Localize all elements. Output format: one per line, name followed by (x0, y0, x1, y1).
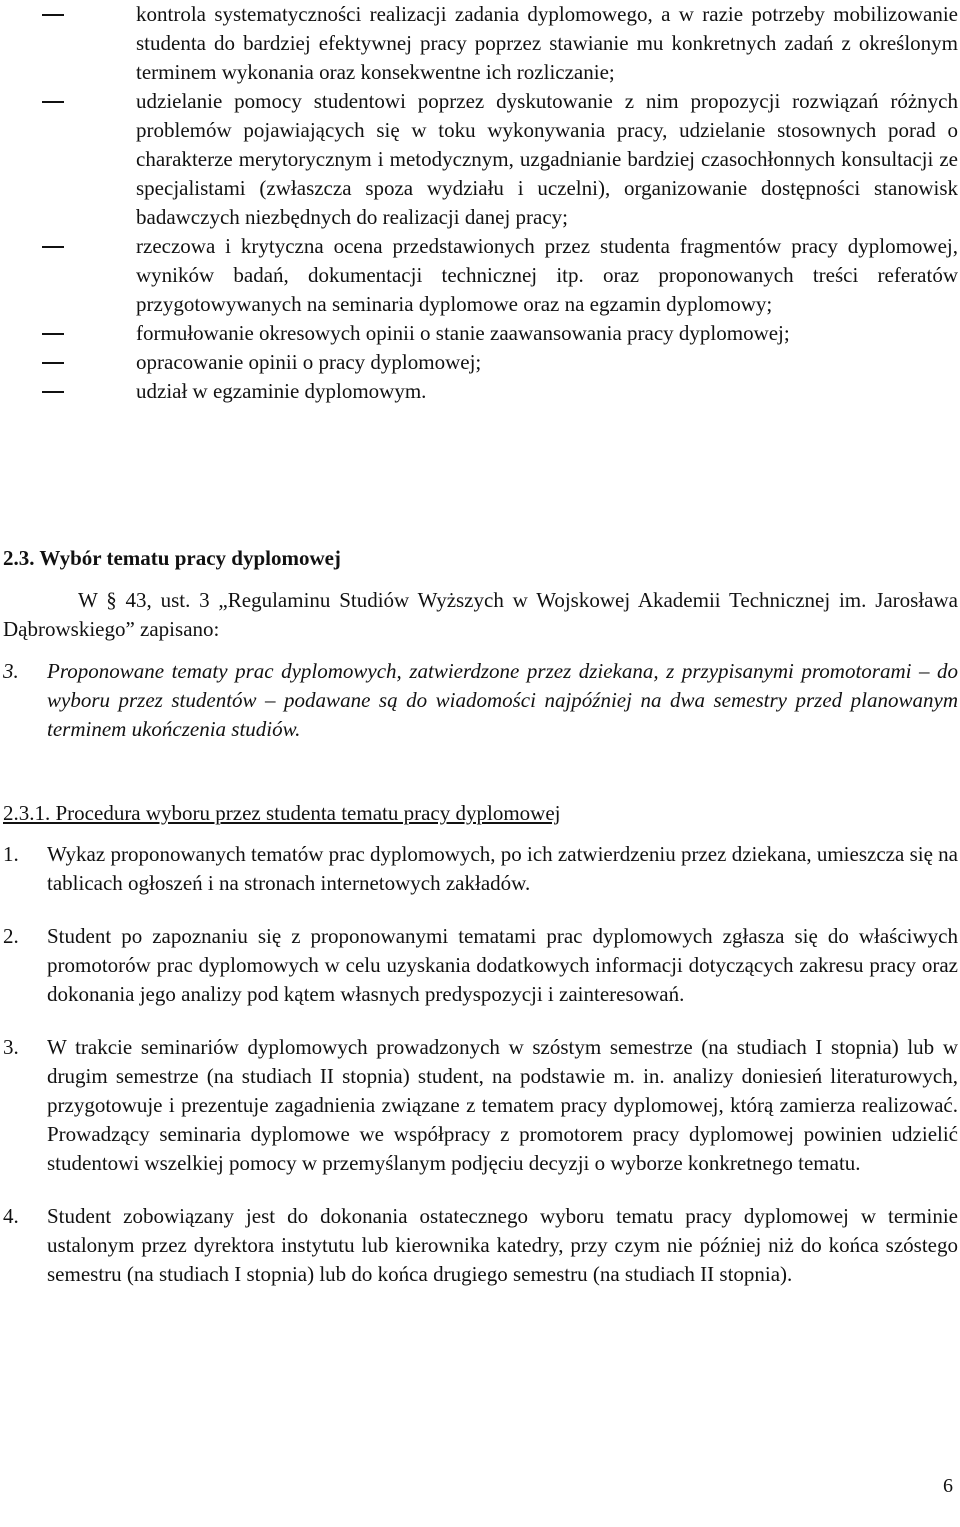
list-item (10, 232, 958, 319)
list-item (10, 87, 958, 232)
dash-list (10, 0, 958, 406)
list-item-text: opracowanie opinii o pracy dyplomowej; (136, 350, 482, 374)
list-item-text: W trakcie seminariów dyplomowych prowadzonych w szóstym semestrze (na studiach I stopnia) lub w drugim semestrze (na studiach II stopnia) student, na podstawie m. in. analizy doniesień literaturowych, przygotowuje i prezentuje zagadnienia związane z tematem pracy dyplomowej, którą zamierza realizować. Prowadzący seminaria dyplomowe we współpracy z promotorem pracy dyplomowej powinien udzielić studentowi wszelkiej pomocy w przemyślanym podjęciu decyzji o wyborze konkretnego tematu. (47, 1035, 958, 1175)
item-number: 3. (3, 1035, 19, 1059)
dash-bullet-icon (42, 391, 64, 393)
quote-text: Proponowane tematy prac dyplomowych, zatwierdzone przez dziekana, z przypisanymi promotorami – do wyboru przez studentów – podawane są do wiadomości najpóźniej na dwa semestry przed planowanym terminem ukończenia studiów. (47, 659, 958, 741)
list-item (3, 1033, 958, 1178)
list-item (3, 1202, 958, 1289)
list-item-text: udzielanie pomocy studentowi poprzez dyskutowanie z nim propozycji rozwiązań różnych problemów pojawiających się w toku wykonywania pracy, udzielanie stosownych porad o charakterze merytorycznym i metodycznym, uzgadnianie bardziej czasochłonnych konsultacji ze specjalistami (zwłaszcza spoza wydziału i uczelni), organizowanie dostępności stanowisk badawczych niezbędnych do realizacji danej pracy; (136, 89, 958, 229)
dash-bullet-icon (42, 14, 64, 16)
list-item (10, 319, 958, 348)
quote-number: 3. (3, 659, 19, 683)
list-item (10, 348, 958, 377)
list-item-text: formułowanie okresowych opinii o stanie zaawansowania pracy dyplomowej; (136, 321, 790, 345)
list-item-text: Student zobowiązany jest do dokonania ostatecznego wyboru tematu pracy dyplomowej w terminie ustalonym przez dyrektora instytutu lub kierownika katedry, przy czym nie później niż do końca szóstego semestru (na studiach I stopnia) lub do końca drugiego semestru (na studiach II stopnia). (47, 1204, 958, 1286)
dash-bullet-icon (42, 362, 64, 364)
list-item-text: kontrola systematyczności realizacji zadania dyplomowego, a w razie potrzeby mobilizowanie studenta do bardziej efektywnej pracy poprzez stawianie mu konkretnych zadań z określonym terminem wykonania oraz konsekwentne ich rozliczanie; (136, 2, 958, 84)
section-heading: 2.3. Wybór tematu pracy dyplomowej (3, 546, 341, 570)
item-number: 4. (3, 1204, 19, 1228)
regulation-quote (3, 657, 958, 744)
list-item-text: udział w egzaminie dyplomowym. (136, 379, 427, 403)
list-item (10, 0, 958, 87)
item-number: 1. (3, 842, 19, 866)
item-number: 2. (3, 924, 19, 948)
list-item-text: Wykaz proponowanych tematów prac dyplomowych, po ich zatwierdzeniu przez dziekana, umieszcza się na tablicach ogłoszeń i na stronach internetowych zakładów. (47, 842, 958, 895)
dash-bullet-icon (42, 246, 64, 248)
list-item (3, 840, 958, 898)
procedure-list (3, 840, 958, 1313)
section-intro: W § 43, ust. 3 „Regulaminu Studiów Wyższych w Wojskowej Akademii Technicznej im. Jarosława Dąbrowskiego” zapisano: (3, 588, 958, 641)
page-number: 6 (943, 1475, 953, 1497)
subsection-heading: 2.3.1. Procedura wyboru przez studenta tematu pracy dyplomowej (3, 801, 561, 825)
list-item (10, 377, 958, 406)
dash-bullet-icon (42, 333, 64, 335)
list-item-text: Student po zapoznaniu się z proponowanymi tematami prac dyplomowych zgłasza się do właściwych promotorów prac dyplomowych w celu uzyskania dodatkowych informacji dotyczących zakresu pracy oraz dokonania jego analizy pod kątem własnych predyspozycji i zainteresowań. (47, 924, 958, 1006)
list-item (3, 922, 958, 1009)
dash-bullet-icon (42, 101, 64, 103)
list-item-text: rzeczowa i krytyczna ocena przedstawionych przez studenta fragmentów pracy dyplomowej, wyników badań, dokumentacji technicznej itp. oraz proponowanych treści referatów przygotowywanych na seminaria dyplomowe oraz na egzamin dyplomowy; (136, 234, 958, 316)
